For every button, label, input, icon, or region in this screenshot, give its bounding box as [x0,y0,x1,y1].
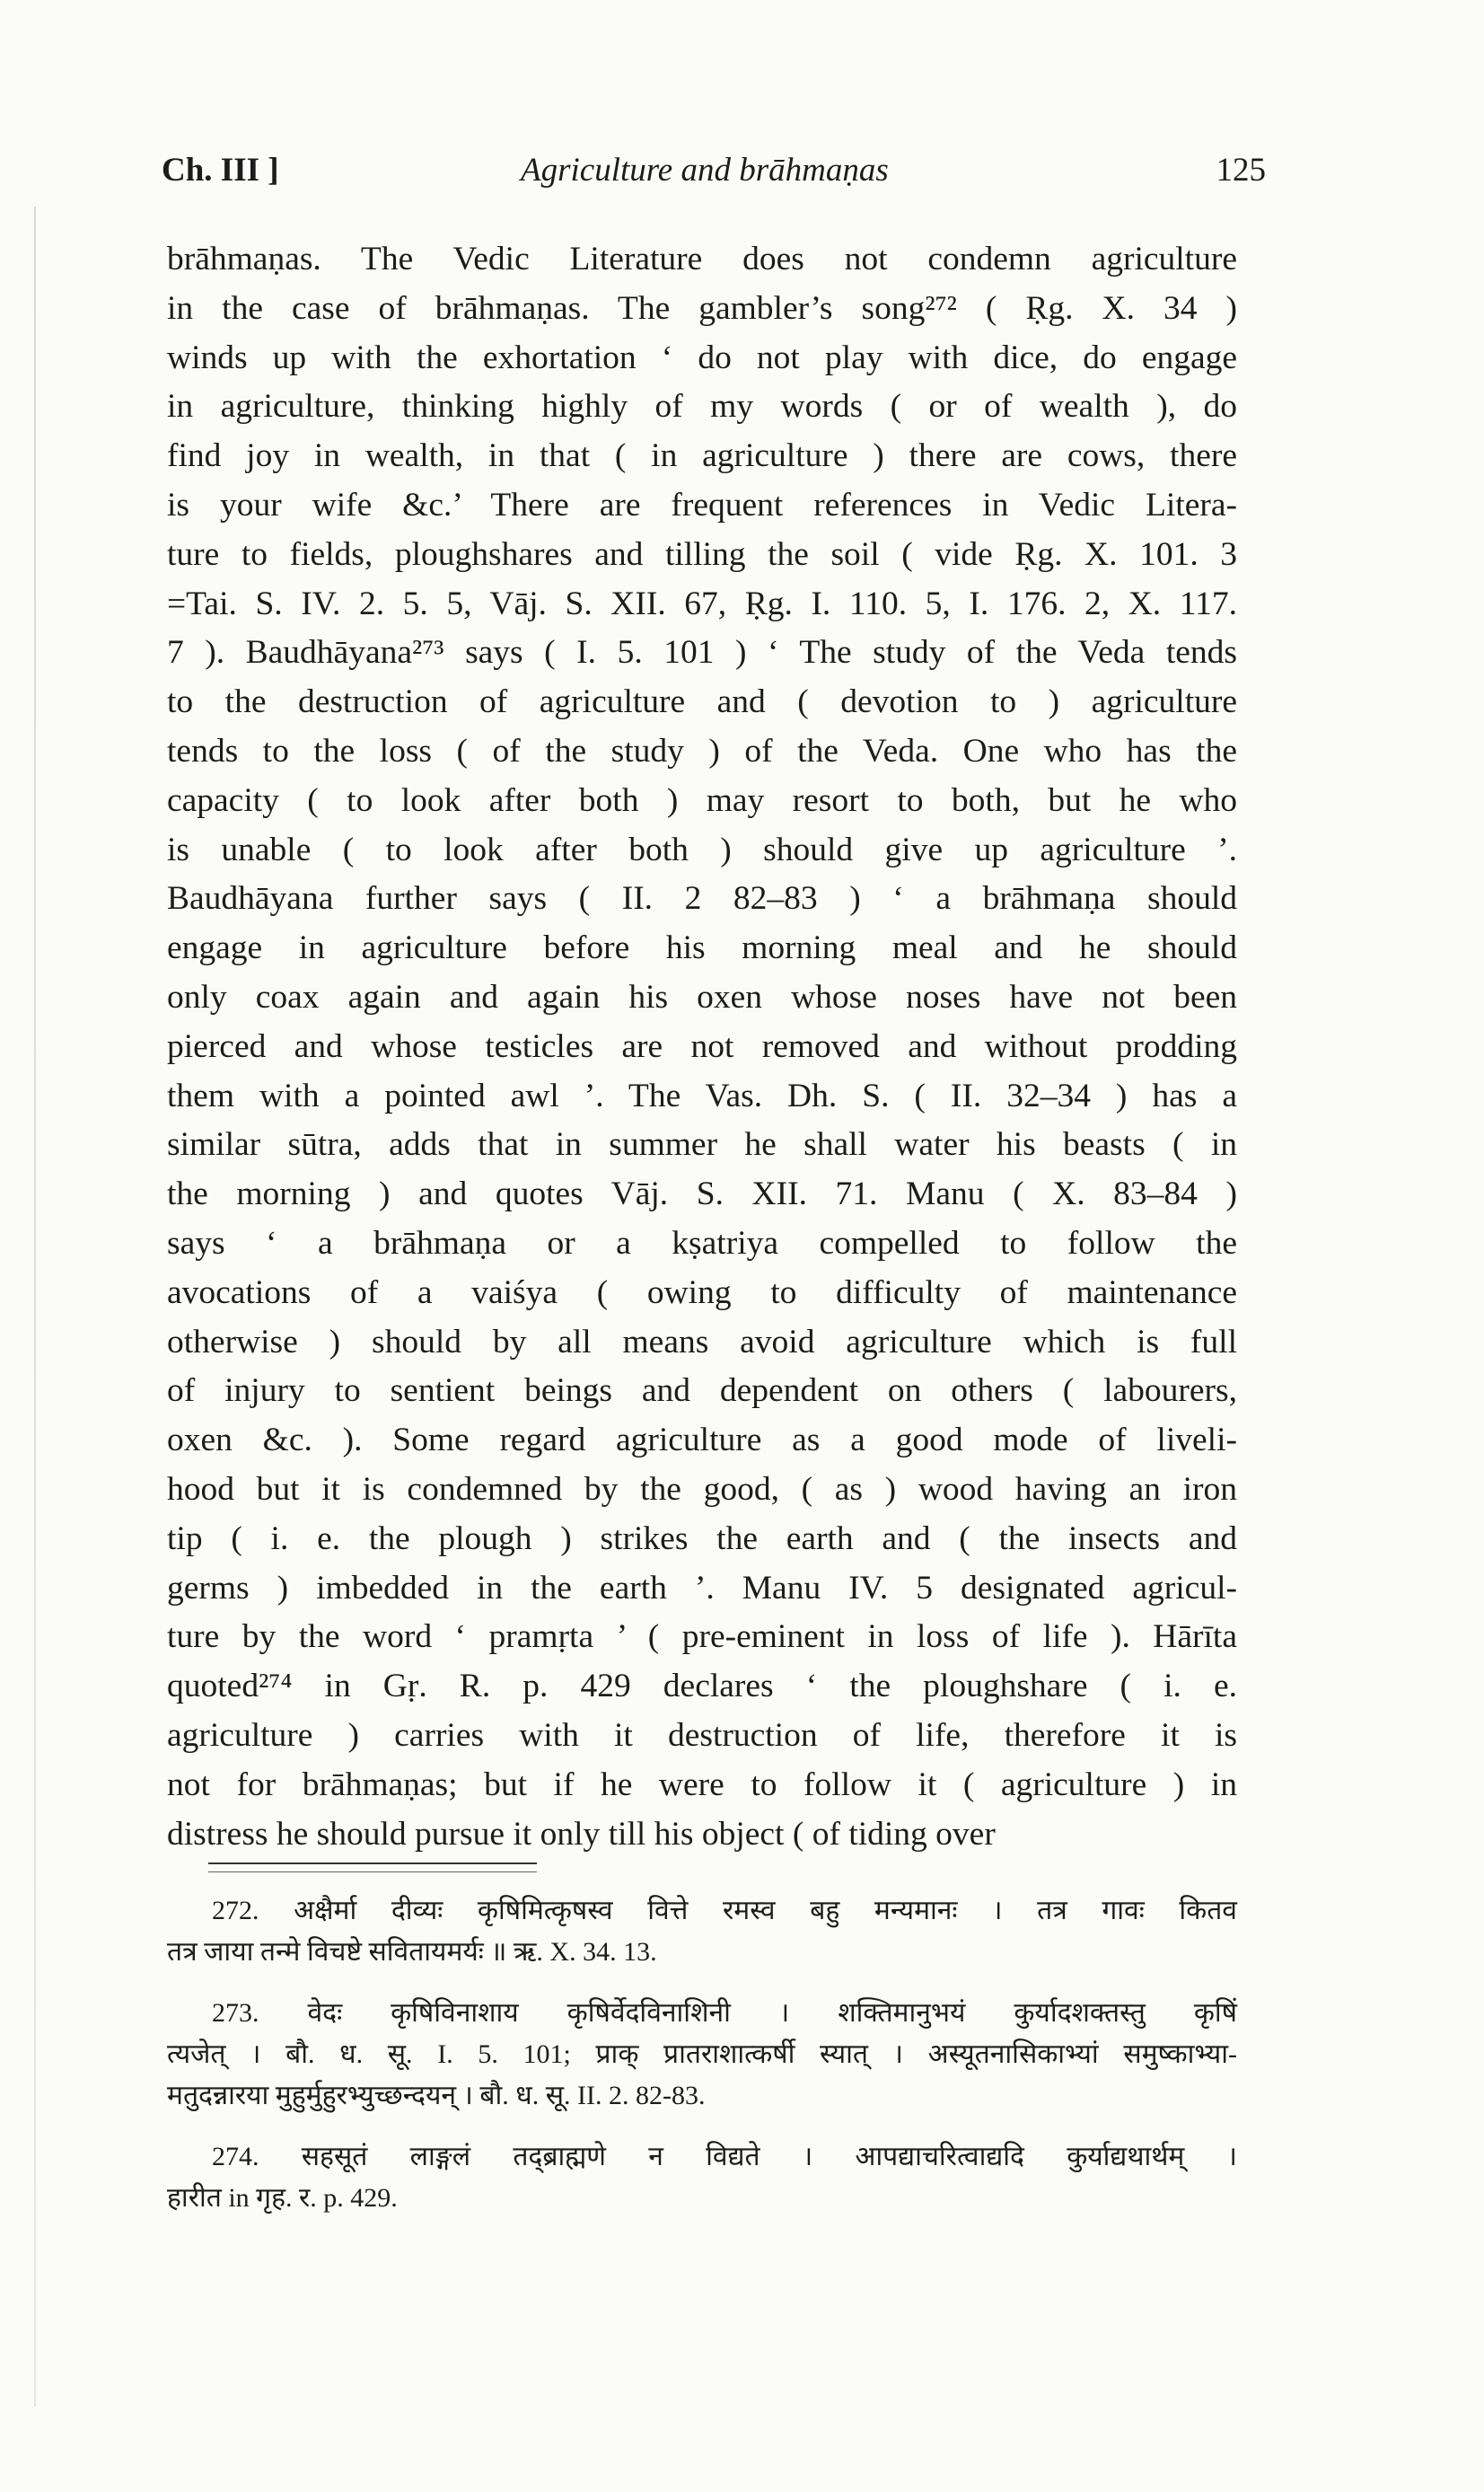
body-line: brāhmaṇas. The Vedic Literature does not condemn agriculture [167,241,1237,277]
running-title: Agriculture and brāhmaṇas [521,152,889,189]
body-line: to the destruction of agriculture and ( devotion to ) agriculture [167,683,1237,721]
footnote [167,1993,1237,2117]
footnote-line: 273. वेदः कृषिविनाशाय कृषिर्वेदविनाशिनी । शक्तिमानुभयं कुर्यादशक्तस्तु कृषिं [212,1998,1237,2028]
body-line: hood but it is condemned by the good, ( as ) wood having an iron [167,1470,1237,1508]
body-line: the morning ) and quotes Vāj. S. XII. 71. Manu ( X. 83–84 ) [167,1176,1237,1213]
body-line: is unable ( to look after both ) should give up agriculture ’. [167,831,1237,868]
footnote-line: हारीत in गृह. र. p. 429. [167,2183,398,2213]
body-line: distress he should pursue it only till his object ( of tiding over [167,1815,996,1853]
footnote-line: 272. अक्षैर्मा दीव्यः कृषिमित्कृषस्व वित्ते रमस्व बहु मन्यमानः । तत्र गावः कितव [212,1896,1237,1925]
body-line: germs ) imbedded in the earth ’. Manu IV. 5 designated agricul- [167,1569,1237,1607]
footnotes [167,1890,1237,2239]
body-line: tip ( i. e. the plough ) strikes the earth and ( the insects and [167,1519,1237,1557]
footnote-line: तत्र जाया तन्मे विचष्टे सवितायमर्यः ॥ ऋ. X. 34. 13. [167,1937,657,1967]
body-line: only coax again and again his oxen whose noses have not been [167,978,1237,1016]
scan-edge-line [34,207,36,2407]
body-line: find joy in wealth, in that ( in agriculture ) there are cows, there [167,437,1237,475]
chapter-label: Ch. III ] [162,152,279,189]
footnote-separator-thin [208,1871,537,1872]
footnote [167,1890,1237,1973]
body-line: ture by the word ‘ pramṛta ’ ( pre-eminent in loss of life ). Hārīta [167,1618,1237,1656]
body-line: quoted²⁷⁴ in Gṛ. R. p. 429 declares ‘ the ploughshare ( i. e. [167,1668,1237,1705]
body-line: pierced and whose testicles are not removed and without prodding [167,1027,1237,1065]
body-line: capacity ( to look after both ) may resort to both, but he who [167,781,1237,819]
body-line: says ‘ a brāhmaṇa or a kṣatriya compelled to follow the [167,1224,1237,1262]
body-line: avocations of a vaiśya ( owing to difficulty of maintenance [167,1273,1237,1311]
running-header [162,151,1266,205]
body-line: similar sūtra, adds that in summer he shall water his beasts ( in [167,1126,1237,1164]
body-line: ture to fields, ploughshares and tilling the soil ( vide Ṛg. X. 101. 3 [167,535,1237,573]
body-line: is your wife &c.’ There are frequent references in Vedic Litera- [167,486,1237,524]
footnote-line: 274. सहसूतं लाङ्गलं तद्ब्राह्मणे न विद्यते । आपद्याचरित्वाद्यदि कुर्याद्यथार्थम् । [212,2142,1237,2171]
body-line: them with a pointed awl ’. The Vas. Dh. S. ( II. 32–34 ) has a [167,1077,1237,1114]
body-line: engage in agriculture before his morning meal and he should [167,929,1237,967]
body-line: 7 ). Baudhāyana²⁷³ says ( I. 5. 101 ) ‘ The study of the Veda tends [167,634,1237,672]
body-line: tends to the loss ( of the study ) of the Veda. One who has the [167,732,1237,770]
body-line: not for brāhmaṇas; but if he were to follow it ( agriculture ) in [167,1766,1237,1803]
footnote-line: मतुदन्नारया मुहुर्मुहुरभ्युच्छन्दयन् । बौ. ध. सू. II. 2. 82-83. [167,2081,706,2110]
footnote-line: त्यजेत् । बौ. ध. सू. I. 5. 101; प्राक् प्रातराशात्कर्षी स्यात् । अस्यूतनासिकाभ्यां समुष्काभ्या- [167,2039,1237,2069]
body-line: Baudhāyana further says ( II. 2 82–83 ) ‘ a brāhmaṇa should [167,880,1237,918]
body-line: in agriculture, thinking highly of my words ( or of wealth ), do [167,388,1237,426]
page-number: 125 [1216,152,1266,189]
body-text [167,235,1237,1859]
body-line: oxen &c. ). Some regard agriculture as a good mode of liveli- [167,1422,1237,1459]
body-line: agriculture ) carries with it destruction of life, therefore it is [167,1716,1237,1754]
footnote [167,2136,1237,2219]
body-line: otherwise ) should by all means avoid agriculture which is full [167,1323,1237,1360]
body-line: =Tai. S. IV. 2. 5. 5, Vāj. S. XII. 67, Ṛg. I. 110. 5, I. 176. 2, X. 117. [167,585,1237,622]
body-line: winds up with the exhortation ‘ do not play with dice, do engage [167,339,1237,376]
body-line: of injury to sentient beings and dependent on others ( labourers, [167,1372,1237,1410]
footnote-separator [208,1862,537,1864]
body-line: in the case of brāhmaṇas. The gambler’s song²⁷² ( Ṛg. X. 34 ) [167,289,1237,327]
